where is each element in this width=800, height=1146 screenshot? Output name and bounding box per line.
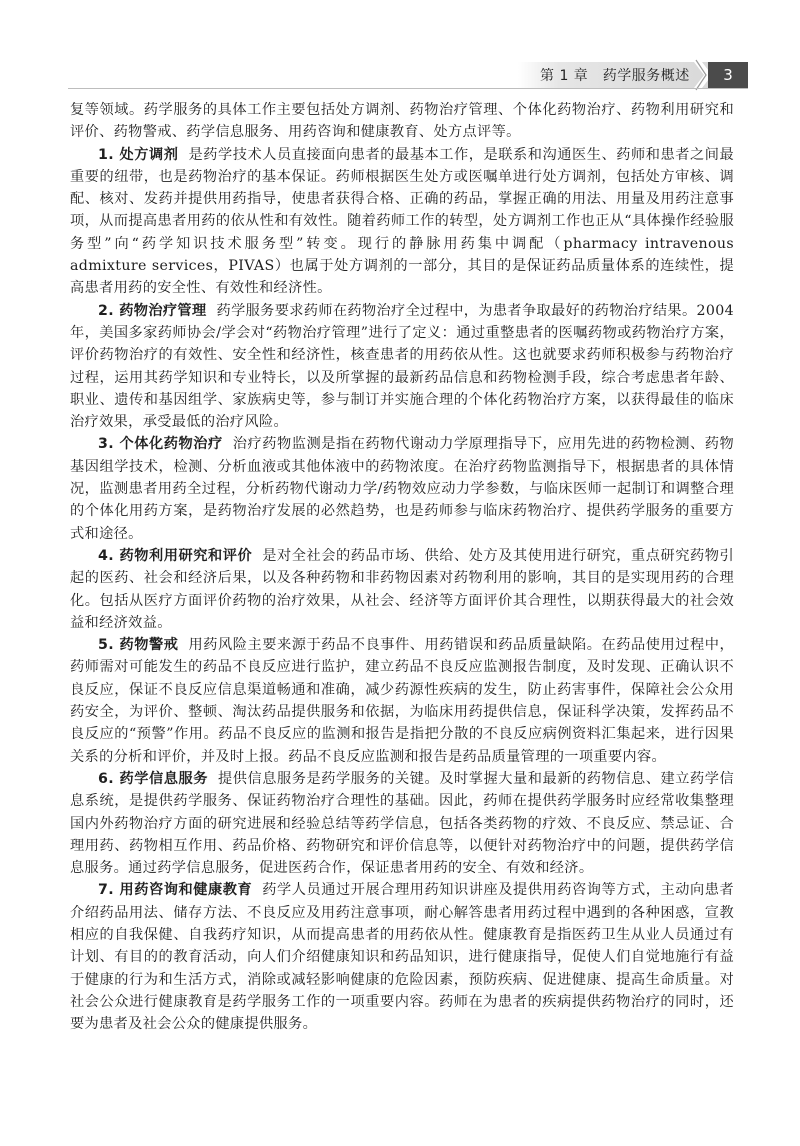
section-heading: 4. 药物利用研究和评价 [98, 547, 253, 564]
paragraph-medication-therapy-management [70, 300, 734, 434]
section-heading: 7. 用药咨询和健康教育 [98, 882, 253, 899]
section-heading: 6. 药学信息服务 [98, 770, 208, 787]
chapter-title: 第 1 章 药学服务概述 [540, 68, 690, 84]
section-heading: 1. 处方调剂 [98, 146, 179, 163]
paragraph-individualized-therapy [70, 433, 734, 544]
section-heading: 3. 个体化药物治疗 [98, 436, 223, 453]
paragraph-prescription-dispensing [70, 144, 734, 300]
paragraph-text: 用药风险主要来源于药品不良事件、用药错误和药品质量缺陷。在药品使用过程中，药师需对可能发生的药品不良反应进行监护，建立药品不良反应监测报告制度，及时发现、正确认识不良反应，保证不良反应信息渠道畅通和准确，减少药源性疾病的发生，防止药害事件，保障社会公众用药安全，为评价、整顿、淘汰药品提供服务和依据，为临床用药提供信息，保证科学决策，发挥药品不良反应的“预警”作用。药品不良反应的监测和报告是指把分散的不良反应病例资料汇集起来，进行因果关系的分析和评价，并及时上报。药品不良反应监测和报告是药品质量管理的一项重要内容。 [70, 637, 735, 765]
header-rule [68, 88, 748, 89]
paragraph-text: 药学人员通过开展合理用药知识讲座及提供用药咨询等方式，主动向患者介绍药品用法、储存方法、不良反应及用药注意事项，耐心解答患者用药过程中遇到的各种困惑，宣教相应的自我保健、自我药疗知识，从而提高患者的用药依从性。健康教育是指医药卫生从业人员通过有计划、有目的的教育活动，向人们介绍健康知识和药品知识，进行健康指导，促使人们自觉地施行有益于健康的行为和生活方式，消除或减轻影响健康的危险因素，预防疾病、促进健康、提高生命质量。对社会公众进行健康教育是药学服务工作的一项重要内容。药师在为患者的疾病提供药物治疗的同时，还要为患者及社会公众的健康提供服务。 [70, 882, 735, 1033]
paragraph-pharmacovigilance [70, 634, 734, 768]
paragraph-text: 药学服务要求药师在药物治疗全过程中，为患者争取最好的药物治疗结果。2004年，美国多家药师协会/学会对“药物治疗管理”进行了定义：通过重整患者的医嘱药物或药物治疗方案，评价药物治疗的有效性、安全性和经济性，核查患者的用药依从性。这也就要求药师积极参与药物治疗过程，运用其药学知识和专业特长，以及所掌握的最新药品信息和药物检测手段，综合考虑患者年龄、职业、遗传和基因组学、家族病史等，参与制订并实施合理的个体化药物治疗方案，以获得最佳的临床治疗效果，承受最低的治疗风险。 [70, 302, 734, 431]
paragraph-drug-utilization-research [70, 545, 734, 634]
page-header [0, 58, 800, 90]
paragraph-text: 提供信息服务是药学服务的关键。及时掌握大量和最新的药物信息、建立药学信息系统，是提供药学服务、保证药物治疗合理性的基础。因此，药师在提供药学服务时应经常收集整理国内外药物治疗方面的研究进展和经验总结等药学信息，包括各类药物的疗效、不良反应、禁忌证、合理用药、药物相互作用、药品价格、药物研究和评价信息等，以便针对药物治疗中的问题，提供药学信息服务。通过药学信息服务，促进医药合作，保证患者用药的安全、有效和经济。 [70, 770, 734, 877]
paragraph-consultation-health-education [70, 879, 734, 1035]
paragraph-text: 治疗药物监测是指在药物代谢动力学原理指导下，应用先进的药物检测、药物基因组学技术，检测、分析血液或其他体液中的药物浓度。在治疗药物监测指导下，根据患者的具体情况，监测患者用药全过程，分析药物代谢动力学/药物效应动力学参数，与临床医师一起制订和调整合理的个体化用药方案，是药物治疗发展的必然趋势，也是药师参与临床药物治疗、提供药学服务的重要方式和途径。 [70, 436, 735, 542]
body-text [70, 99, 734, 1035]
section-heading: 5. 药物警戒 [98, 637, 179, 654]
paragraph-text: 是对全社会的药品市场、供给、处方及其使用进行研究，重点研究药物引起的医药、社会和经济后果，以及各种药物和非药物因素对药物利用的影响，其目的是实现用药的合理化。包括从医疗方面评价药物的治疗效果，从社会、经济等方面评价其合理性，以期获得最大的社会效益和经济效益。 [70, 547, 735, 631]
paragraph-text: 是药学技术人员直接面向患者的最基本工作，是联系和沟通医生、药师和患者之间最重要的纽带，也是药物治疗的基本保证。药师根据医生处方或医嘱单进行处方调剂，包括处方审核、调配、核对、发药并提供用药指导，使患者获得合格、正确的药品，掌握正确的用法、用量及用药注意事项，从而提高患者用药的依从性和有效性。随着药师工作的转型，处方调剂工作也正从“具体操作经验服务型”向“药学知识技术服务型”转变。现行的静脉用药集中调配（pharmacy intravenous admixture services，PIVAS）也属于处方调剂的一部分，其目的是保证药品质量体系的连续性，提高患者用药的安全性、有效性和经济性。 [70, 146, 735, 297]
section-heading: 2. 药物治疗管理 [98, 302, 207, 319]
page-number: 3 [708, 62, 748, 88]
paragraph-intro [70, 99, 734, 144]
paragraph-drug-information-service [70, 768, 734, 879]
paragraph-text: 复等领域。药学服务的具体工作主要包括处方调剂、药物治疗管理、个体化药物治疗、药物利用研究和评价、药物警戒、药学信息服务、用药咨询和健康教育、处方点评等。 [70, 102, 734, 141]
